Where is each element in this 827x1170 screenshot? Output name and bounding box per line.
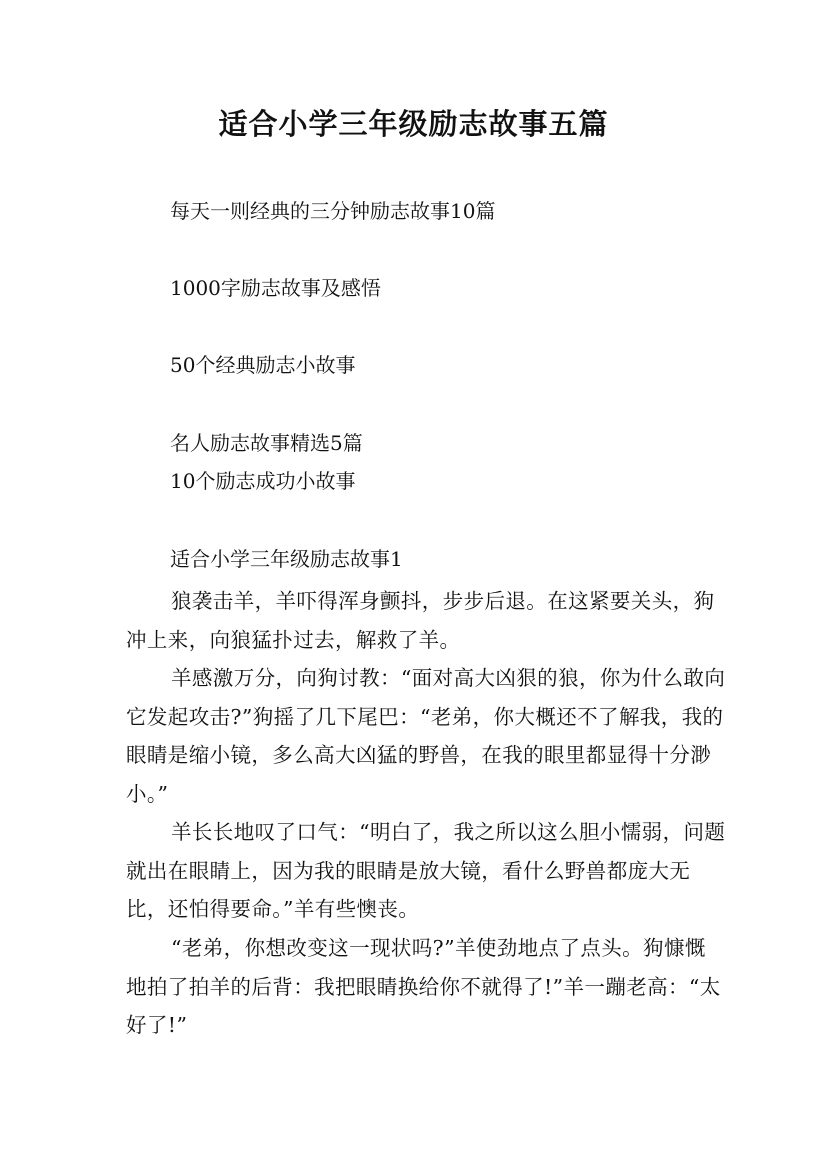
section-heading: 适合小学三年级励志故事1 xyxy=(170,547,403,571)
related-link-1[interactable]: 每天一则经典的三分钟励志故事10篇 xyxy=(170,199,496,223)
document-title: 适合小学三年级励志故事五篇 xyxy=(218,107,609,141)
story-paragraph-2: 羊感激万分，向狗讨教：“面对高大凶狠的狼，你为什么敢向它发起攻击?”狗摇了几下尾巴：“老弟，你大概还不了解我，我的眼睛是缩小镜，多么高大凶猛的野兽，在我的眼里都显得十分渺小。” xyxy=(126,666,726,806)
story-paragraph-1: 狼袭击羊，羊吓得浑身颤抖，步步后退。在这紧要关头，狗冲上来，向狼猛扑过去，解救了羊。 xyxy=(126,589,715,652)
related-link-2[interactable]: 1000字励志故事及感悟 xyxy=(170,276,381,300)
story-paragraph-4: “老弟，你想改变这一现状吗?”羊使劲地点了点头。狗慷慨地拍了拍羊的后背：我把眼睛换给你不就得了!”羊一蹦老高：“太好了!” xyxy=(126,936,721,1037)
related-link-4[interactable]: 名人励志故事精选5篇 xyxy=(170,431,363,455)
story-paragraph-3: 羊长长地叹了口气：“明白了，我之所以这么胆小懦弱，问题就出在眼睛上，因为我的眼睛是放大镜，看什么野兽都庞大无比，还怕得要命。”羊有些懊丧。 xyxy=(126,820,726,921)
related-link-5[interactable]: 10个励志成功小故事 xyxy=(170,469,356,493)
related-link-3[interactable]: 50个经典励志小故事 xyxy=(170,353,356,377)
